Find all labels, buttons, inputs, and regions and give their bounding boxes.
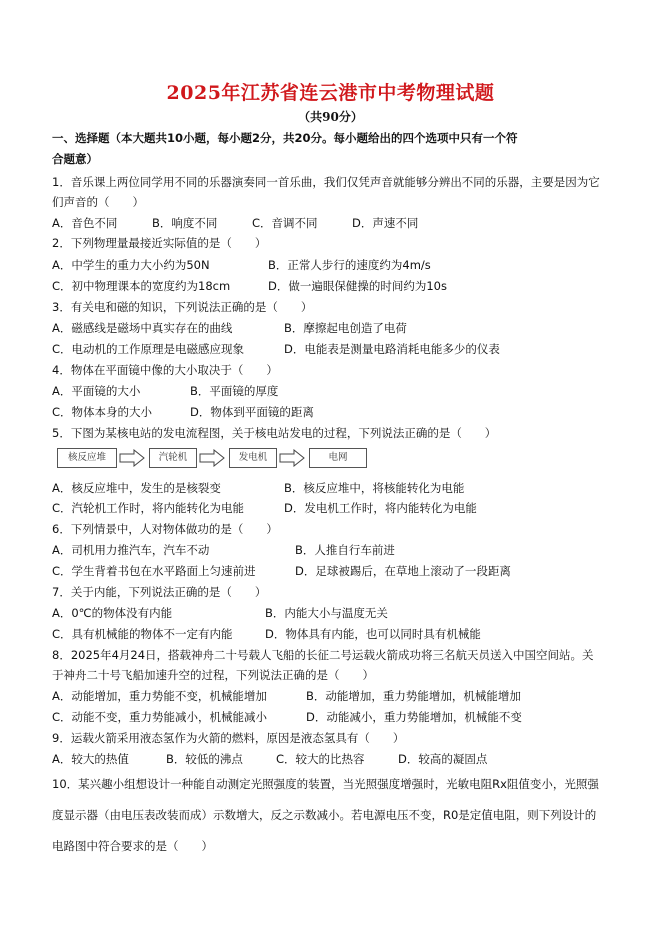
flow-box-turbine: 汽轮机	[149, 448, 197, 468]
q4-option-d: D．物体到平面镜的距离	[190, 405, 314, 419]
q9-option-d: D．较高的凝固点	[398, 752, 488, 766]
q9-option-a: A．较大的热值	[52, 752, 129, 766]
question-5-stem: 5．下图为某核电站的发电流程图，关于核电站发电的过程，下列说法正确的是（ ）	[52, 426, 497, 440]
q9-option-b: B．较低的沸点	[166, 752, 243, 766]
section-heading-cont: 合题意）	[52, 152, 98, 166]
q3-option-b: B．摩擦起电创造了电荷	[284, 321, 407, 335]
q2-option-d: D．做一遍眼保健操的时间约为10s	[268, 279, 447, 293]
flow-box-generator: 发电机	[229, 448, 277, 468]
q7-option-d: D．物体具有内能，也可以同时具有机械能	[265, 627, 481, 641]
q8-option-b: B．动能增加，重力势能增加，机械能增加	[306, 689, 521, 703]
question-10-stem: 10．某兴趣小组想设计一种能自动测定光照强度的装置，当光照强度增强时，光敏电阻Rx阻值变小，光照强	[52, 777, 599, 791]
q7-option-a: A．0℃的物体没有内能	[52, 606, 173, 620]
q3-option-c: C．电动机的工作原理是电磁感应现象	[52, 342, 245, 356]
q3-option-a: A．磁感线是磁场中真实存在的曲线	[52, 321, 233, 335]
q5-option-b: B．核反应堆中，将核能转化为电能	[284, 481, 465, 495]
question-1-stem: 1．音乐课上两位同学用不同的乐器演奏同一首乐曲，我们仅凭声音就能够分辨出不同的乐器，主要是因为它	[52, 175, 600, 189]
q5-option-d: D．发电机工作时，将内能转化为电能	[284, 501, 477, 515]
question-6-stem: 6．下列情景中，人对物体做功的是（ ）	[52, 522, 278, 536]
question-8-stem-cont: 于神舟二十号飞船加速升空的过程，下列说法正确的是（ ）	[52, 668, 374, 682]
exam-subtitle: （共90分）	[298, 110, 363, 124]
question-3-stem: 3．有关电和磁的知识，下列说法正确的是（ ）	[52, 300, 313, 314]
q2-option-c: C．初中物理课本的宽度约为18cm	[52, 279, 231, 293]
q4-option-c: C．物体本身的大小	[52, 405, 153, 419]
question-1-stem-cont: 们声音的（ ）	[52, 195, 144, 209]
q2-option-b: B．正常人步行的速度约为4m/s	[268, 258, 431, 272]
q8-option-d: D．动能减小，重力势能增加，机械能不变	[306, 710, 522, 724]
flow-box-reactor: 核反应堆	[57, 448, 117, 468]
question-4-stem: 4．物体在平面镜中像的大小取决于（ ）	[52, 363, 278, 377]
q4-option-b: B．平面镜的厚度	[190, 384, 279, 398]
question-2-stem: 2．下列物理量最接近实际值的是（ ）	[52, 236, 267, 250]
q1-option-b: B．响度不同	[152, 216, 218, 230]
q6-option-c: C．学生背着书包在水平路面上匀速前进	[52, 564, 256, 578]
q8-option-a: A．动能增加，重力势能不变，机械能增加	[52, 689, 267, 703]
question-8-stem: 8．2025年4月24日，搭载神舟二十号载人飞船的长征二号运载火箭成功将三名航天员送入中国空间站。关	[52, 648, 594, 662]
q3-option-d: D．电能表是测量电路消耗电能多少的仪表	[284, 342, 500, 356]
flow-arrow-icon	[119, 449, 145, 467]
section-heading: 一、选择题（本大题共10小题，每小题2分，共20分。每小题给出的四个选项中只有一个符	[52, 131, 518, 145]
q8-option-c: C．动能不变，重力势能减小，机械能减小	[52, 710, 268, 724]
nuclear-flow-diagram	[57, 448, 367, 470]
q1-option-a: A．音色不同	[52, 216, 118, 230]
q1-option-d: D．声速不同	[352, 216, 419, 230]
q7-option-c: C．具有机械能的物体不一定有内能	[52, 627, 233, 641]
q6-option-d: D．足球被踢后，在草地上滚动了一段距离	[295, 564, 511, 578]
q6-option-b: B．人推自行车前进	[295, 543, 395, 557]
question-10-stem-end: 电路图中符合要求的是（ ）	[52, 839, 213, 853]
question-7-stem: 7．关于内能，下列说法正确的是（ ）	[52, 585, 267, 599]
flow-box-grid: 电网	[309, 448, 367, 468]
q6-option-a: A．司机用力推汽车，汽车不动	[52, 543, 210, 557]
q9-option-c: C．较大的比热容	[276, 752, 365, 766]
q2-option-a: A．中学生的重力大小约为50N	[52, 258, 210, 272]
flow-arrow-icon	[279, 449, 305, 467]
question-10-stem-cont: 度显示器（由电压表改装而成）示数增大，反之示数减小。若电源电压不变，R0是定值电阻，则下列设计的	[52, 808, 597, 822]
q5-option-a: A．核反应堆中，发生的是核裂变	[52, 481, 221, 495]
exam-title: 2025年江苏省连云港市中考物理试题	[166, 82, 495, 104]
q7-option-b: B．内能大小与温度无关	[265, 606, 388, 620]
q1-option-c: C．音调不同	[252, 216, 318, 230]
flow-arrow-icon	[199, 449, 225, 467]
question-9-stem: 9．运载火箭采用液态氢作为火箭的燃料，原因是液态氢具有（ ）	[52, 731, 405, 745]
q5-option-c: C．汽轮机工作时，将内能转化为电能	[52, 501, 245, 515]
q4-option-a: A．平面镜的大小	[52, 384, 141, 398]
